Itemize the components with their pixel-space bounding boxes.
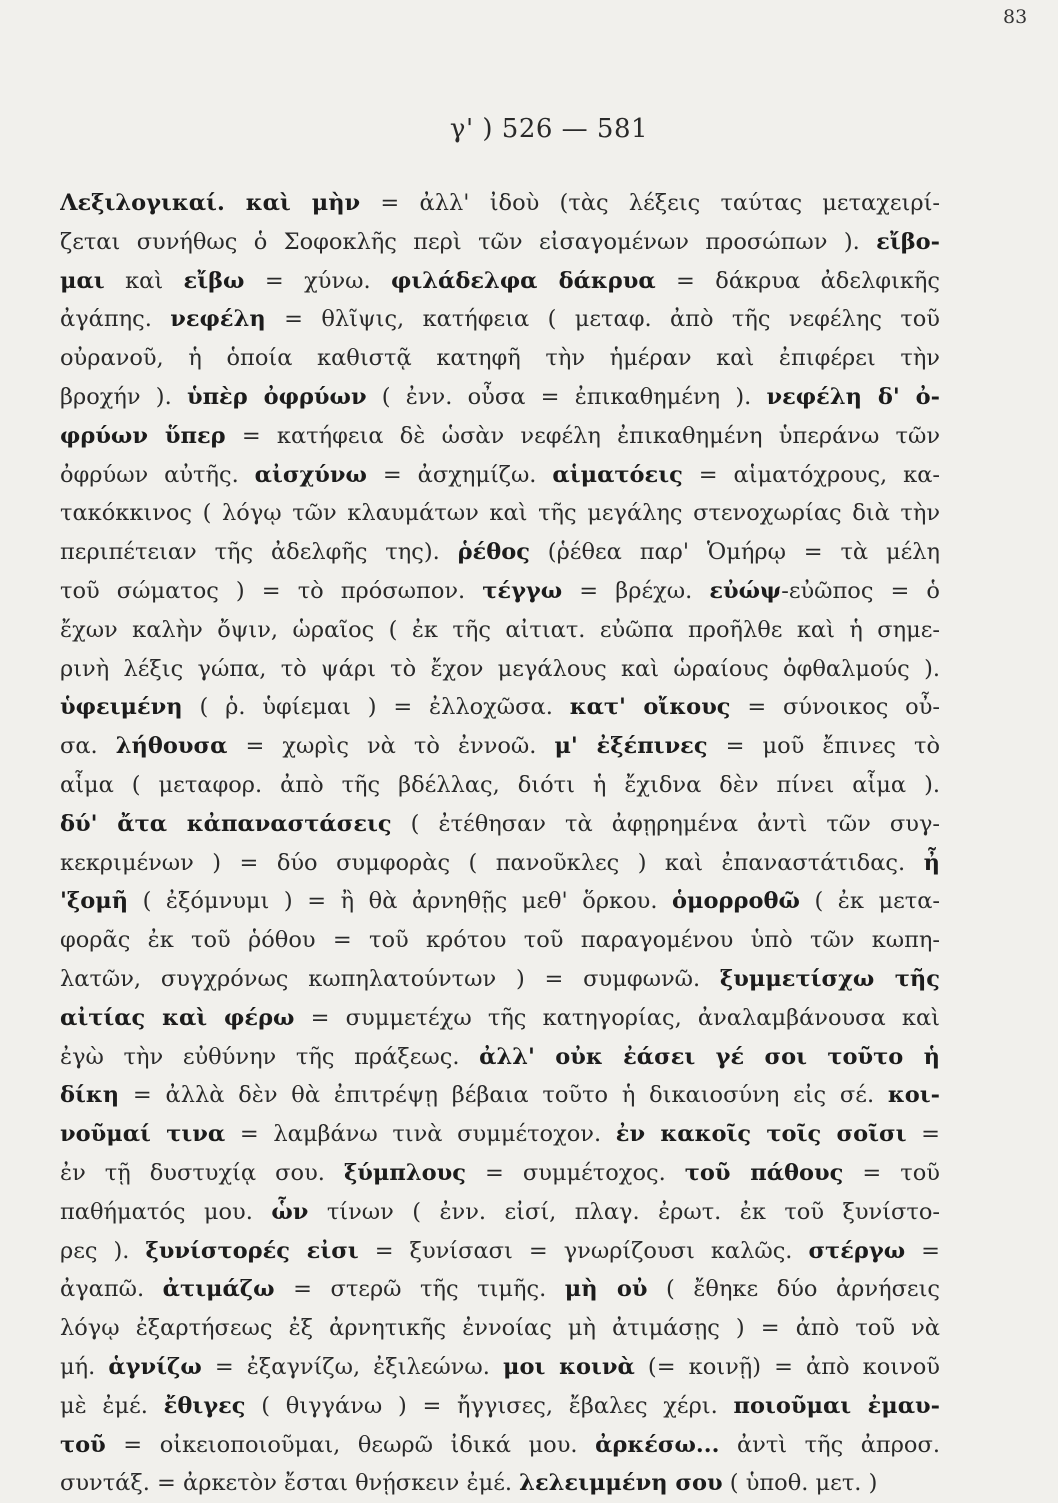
text-line bbox=[60, 262, 940, 301]
glossary-term: λήθουσα bbox=[115, 733, 228, 760]
glossary-term: φρύων ὕπερ bbox=[60, 422, 226, 449]
glossary-term: μὴ οὐ bbox=[564, 1276, 648, 1303]
glossary-term: ξυνίστορές εἰσι bbox=[145, 1237, 359, 1264]
glossary-text: καὶ bbox=[104, 267, 184, 294]
glossary-text: = στερῶ τῆς τιμῆς. bbox=[274, 1276, 565, 1303]
glossary-body bbox=[60, 184, 940, 1503]
glossary-term: ποιοῦμαι ἐμαυ- bbox=[733, 1392, 940, 1419]
glossary-text: -εὐῶπος = ὁ bbox=[781, 577, 940, 604]
glossary-term: Λεξιλογικαί. bbox=[60, 190, 246, 216]
text-line bbox=[60, 1232, 940, 1271]
glossary-text: = χύνω. bbox=[244, 267, 392, 294]
glossary-text: ( ῥ. ὑφίεμαι ) = ἐλλοχῶσα. bbox=[182, 694, 570, 721]
text-line bbox=[60, 844, 940, 883]
glossary-term: νεφέλη bbox=[170, 306, 266, 333]
glossary-text: ( ἐνν. οὖσα = ἐπικαθημένη ). bbox=[366, 383, 767, 410]
glossary-text: ἔχων καλὴν ὄψιν, ὡραῖος ( ἐκ τῆς αἰτιατ. εὐῶπα προῆλθε καὶ ἡ σημε- bbox=[60, 616, 940, 643]
text-line bbox=[60, 960, 940, 999]
glossary-text: ἐγὼ τὴν εὐθύνην τῆς πράξεως. bbox=[60, 1043, 480, 1070]
glossary-text: ( ἐτέθησαν τὰ ἀφῃρημένα ἀντὶ τῶν συγ- bbox=[391, 810, 940, 837]
text-line bbox=[60, 1038, 940, 1077]
text-line bbox=[60, 921, 940, 960]
glossary-text: = οἰκειοποιοῦμαι, θεωρῶ ἰδικά μου. bbox=[105, 1431, 596, 1458]
glossary-term: μοι κοινὰ bbox=[503, 1353, 635, 1380]
text-line bbox=[60, 1387, 940, 1426]
glossary-term: κατ' οἴκους bbox=[569, 694, 731, 721]
text-line bbox=[60, 766, 940, 805]
glossary-term: ῥέθος bbox=[457, 539, 530, 566]
glossary-term: δύ' ἄτα κἀπαναστάσεις bbox=[60, 810, 392, 837]
glossary-text: = αἱματόχρους, κα- bbox=[682, 461, 940, 488]
glossary-term: κοι- bbox=[887, 1082, 940, 1109]
glossary-term: μ' ἐξέπινες bbox=[554, 733, 708, 760]
glossary-text: = ξυνίσασι = γνωρίζουσι καλῶς. bbox=[358, 1237, 809, 1264]
glossary-text: ( ἔθηκε δύο ἀρνήσεις bbox=[647, 1276, 940, 1303]
glossary-term: ἔθιγες bbox=[163, 1392, 246, 1419]
glossary-term: ὑπὲρ ὀφρύων bbox=[186, 383, 367, 410]
text-line bbox=[60, 1076, 940, 1115]
text-line bbox=[60, 611, 940, 650]
glossary-term: εὐώψ bbox=[709, 577, 782, 604]
glossary-text: αἷμα ( μεταφορ. ἀπὸ τῆς βδέλλας, διότι ἡ ἔχιδνα δὲν πίνει αἷμα ). bbox=[60, 771, 940, 798]
glossary-text: = συμμέτοχος. bbox=[465, 1159, 685, 1186]
glossary-text: ( θιγγάνω ) = ἤγγισες, ἔβαλες χέρι. bbox=[245, 1392, 734, 1419]
text-line bbox=[60, 1154, 940, 1193]
glossary-term: αἰτίας καὶ φέρω bbox=[60, 1004, 295, 1031]
glossary-term: ξυμμετίσχω τῆς bbox=[719, 965, 940, 992]
text-line bbox=[60, 223, 940, 262]
glossary-term: τέγγω bbox=[482, 577, 563, 604]
glossary-text: = bbox=[906, 1121, 940, 1148]
glossary-term: ἀλλ' οὐκ ἐάσει γέ σοι τοῦτο ἡ bbox=[479, 1043, 940, 1070]
text-line bbox=[60, 300, 940, 339]
page-number: 83 bbox=[1003, 6, 1028, 28]
glossary-text: ζεται συνήθως ὁ Σοφοκλῆς περὶ τῶν εἰσαγομένων προσώπων ). bbox=[60, 228, 877, 255]
glossary-text: συντάξ. = ἀρκετὸν ἔσται θνῄσκειν ἐμέ. bbox=[60, 1470, 520, 1497]
text-line bbox=[60, 1115, 940, 1154]
glossary-text: = κατήφεια δὲ ὡσὰν νεφέλη ἐπικαθημένη ὑπεράνω τῶν bbox=[225, 422, 940, 449]
glossary-term: μαι bbox=[60, 267, 105, 294]
glossary-text: = βρέχω. bbox=[562, 577, 710, 604]
text-line bbox=[60, 494, 940, 533]
glossary-text: = δάκρυα ἀδελφικῆς bbox=[655, 267, 940, 294]
glossary-term: νεφέλη δ' ὀ- bbox=[766, 383, 940, 410]
glossary-text: ρες ). bbox=[60, 1237, 146, 1264]
text-line bbox=[60, 572, 940, 611]
glossary-term: εἴβω bbox=[183, 267, 245, 294]
glossary-text: ρινὴ λέξις γώπα, τὸ ψάρι τὸ ἔχον μεγάλους καὶ ὡραίους ὀφθαλμούς ). bbox=[60, 655, 940, 682]
glossary-text: ἐν τῇ δυστυχίᾳ σου. bbox=[60, 1159, 344, 1186]
glossary-text: = τοῦ bbox=[843, 1159, 940, 1186]
text-line bbox=[60, 1426, 940, 1465]
glossary-term: 'ξομῆ bbox=[60, 888, 129, 915]
text-line bbox=[60, 533, 940, 572]
glossary-term: αἱματόεις bbox=[552, 461, 683, 488]
glossary-term: εἴβο- bbox=[876, 228, 940, 255]
glossary-term: ὁμορροθῶ bbox=[672, 888, 800, 915]
text-line bbox=[60, 650, 940, 689]
glossary-text: = ἀλλὰ δὲν θὰ ἐπιτρέψῃ βέβαια τοῦτο ἡ δικαιοσύνη εἰς σέ. bbox=[119, 1082, 888, 1109]
section-heading: γ' ) 526 — 581 bbox=[449, 114, 649, 144]
text-line bbox=[60, 688, 940, 727]
glossary-text: τοῦ σώματος ) = τὸ πρόσωπον. bbox=[60, 577, 483, 604]
glossary-text: ἀγαπῶ. bbox=[60, 1276, 163, 1303]
glossary-text: φορᾶς ἐκ τοῦ ῥόθου = τοῦ κρότου τοῦ παραγομένου ὑπὸ τῶν κωπη- bbox=[60, 927, 940, 954]
text-line bbox=[60, 727, 940, 766]
glossary-text: οὐρανοῦ, ἡ ὁποία καθιστᾷ κατηφῆ τὴν ἡμέραν καὶ ἐπιφέρει τὴν bbox=[60, 345, 940, 372]
glossary-text: βροχήν ). bbox=[60, 383, 187, 410]
glossary-term: τοῦ πάθους bbox=[684, 1159, 844, 1186]
text-line bbox=[60, 999, 940, 1038]
glossary-text: = ἀλλ' ἰδοὺ (τὰς λέξεις ταύτας μεταχειρί- bbox=[360, 190, 940, 216]
glossary-text: = ἀσχημίζω. bbox=[366, 461, 553, 488]
glossary-term: ξύμπλους bbox=[343, 1159, 466, 1186]
glossary-term: ἐν κακοῖς τοῖς σοῖσι bbox=[615, 1121, 907, 1148]
glossary-text: = χωρὶς νὰ τὸ ἐννοῶ. bbox=[227, 733, 555, 760]
glossary-term: ἀτιμάζω bbox=[162, 1276, 275, 1303]
glossary-term: αἰσχύνω bbox=[254, 461, 367, 488]
glossary-text: (= κοινῇ) = ἀπὸ κοινοῦ bbox=[634, 1353, 940, 1380]
glossary-text: = θλῖψις, κατήφεια ( μεταφ. ἀπὸ τῆς νεφέλης τοῦ bbox=[265, 306, 940, 333]
glossary-text: ἀντὶ τῆς ἀπροσ. bbox=[719, 1431, 940, 1458]
glossary-text: τίνων ( ἐνν. εἰσί, πλαγ. ἐρωτ. ἐκ τοῦ ξυνίστο- bbox=[308, 1198, 940, 1225]
glossary-term: ἁγνίζω bbox=[108, 1353, 202, 1380]
glossary-text: ἀγάπης. bbox=[60, 306, 171, 333]
text-line bbox=[60, 339, 940, 378]
text-line bbox=[60, 1309, 940, 1348]
glossary-text: τακόκκινος ( λόγῳ τῶν κλαυμάτων καὶ τῆς μεγάλης στενοχωρίας διὰ τὴν bbox=[60, 500, 940, 527]
glossary-text: ( ἐξόμνυμι ) = ἢ θὰ ἀρνηθῇς μεθ' ὅρκου. bbox=[128, 888, 673, 915]
glossary-text: = bbox=[905, 1237, 940, 1264]
glossary-term: καὶ μὴν bbox=[245, 190, 361, 216]
glossary-term: δίκη bbox=[60, 1082, 120, 1109]
glossary-term: ὧν bbox=[271, 1198, 309, 1225]
glossary-term: λελειμμένη σου bbox=[519, 1470, 723, 1497]
glossary-text: = σύνοικος οὖ- bbox=[730, 694, 940, 721]
glossary-text: λόγῳ ἐξαρτήσεως ἐξ ἀρνητικῆς ἐννοίας μὴ ἀτιμάσῃς ) = ἀπὸ τοῦ νὰ bbox=[60, 1315, 940, 1342]
glossary-text: = ἐξαγνίζω, ἐξιλεώνω. bbox=[201, 1353, 503, 1380]
glossary-term: ἀρκέσω... bbox=[595, 1431, 720, 1458]
glossary-term: ἦ bbox=[923, 849, 940, 876]
glossary-text: ( ἐκ μετα- bbox=[799, 888, 940, 915]
glossary-text: κεκριμένων ) = δύο συμφορὰς ( πανοῦκλες ) καὶ ἐπαναστάτιδας. bbox=[60, 849, 924, 876]
glossary-term: στέργω bbox=[808, 1237, 906, 1264]
glossary-term: τοῦ bbox=[60, 1431, 106, 1458]
text-line bbox=[60, 805, 940, 844]
text-line bbox=[60, 1270, 940, 1309]
glossary-text: περιπέτειαν τῆς ἀδελφῆς της). bbox=[60, 539, 458, 566]
glossary-text: σα. bbox=[60, 733, 116, 760]
text-line bbox=[60, 417, 940, 456]
text-line bbox=[60, 882, 940, 921]
text-line bbox=[60, 378, 940, 417]
glossary-term: ὑφειμένη bbox=[60, 694, 183, 721]
text-line bbox=[60, 184, 940, 223]
text-line bbox=[60, 1193, 940, 1232]
glossary-text: ( ὑποθ. μετ. ) bbox=[722, 1470, 878, 1497]
glossary-text: ὀφρύων αὐτῆς. bbox=[60, 461, 255, 488]
glossary-term: φιλάδελφα δάκρυα bbox=[391, 267, 656, 294]
glossary-text: παθήματός μου. bbox=[60, 1198, 272, 1225]
text-line bbox=[60, 456, 940, 495]
glossary-term: νοῦμαί τινα bbox=[60, 1121, 226, 1148]
glossary-text: = μοῦ ἔπινες τὸ bbox=[707, 733, 940, 760]
text-line bbox=[60, 1464, 940, 1503]
glossary-text: μὲ ἐμέ. bbox=[60, 1392, 164, 1419]
text-line bbox=[60, 1348, 940, 1387]
glossary-text: = συμμετέχω τῆς κατηγορίας, ἀναλαμβάνουσα καὶ bbox=[294, 1004, 940, 1031]
glossary-text: μή. bbox=[60, 1353, 109, 1380]
glossary-text: = λαμβάνω τινὰ συμμέτοχον. bbox=[225, 1121, 616, 1148]
glossary-text: (ῥέθεα παρ' Ὁμήρῳ = τὰ μέλη bbox=[529, 539, 940, 566]
glossary-text: λατῶν, συγχρόνως κωπηλατούντων ) = συμφωνῶ. bbox=[60, 965, 720, 992]
